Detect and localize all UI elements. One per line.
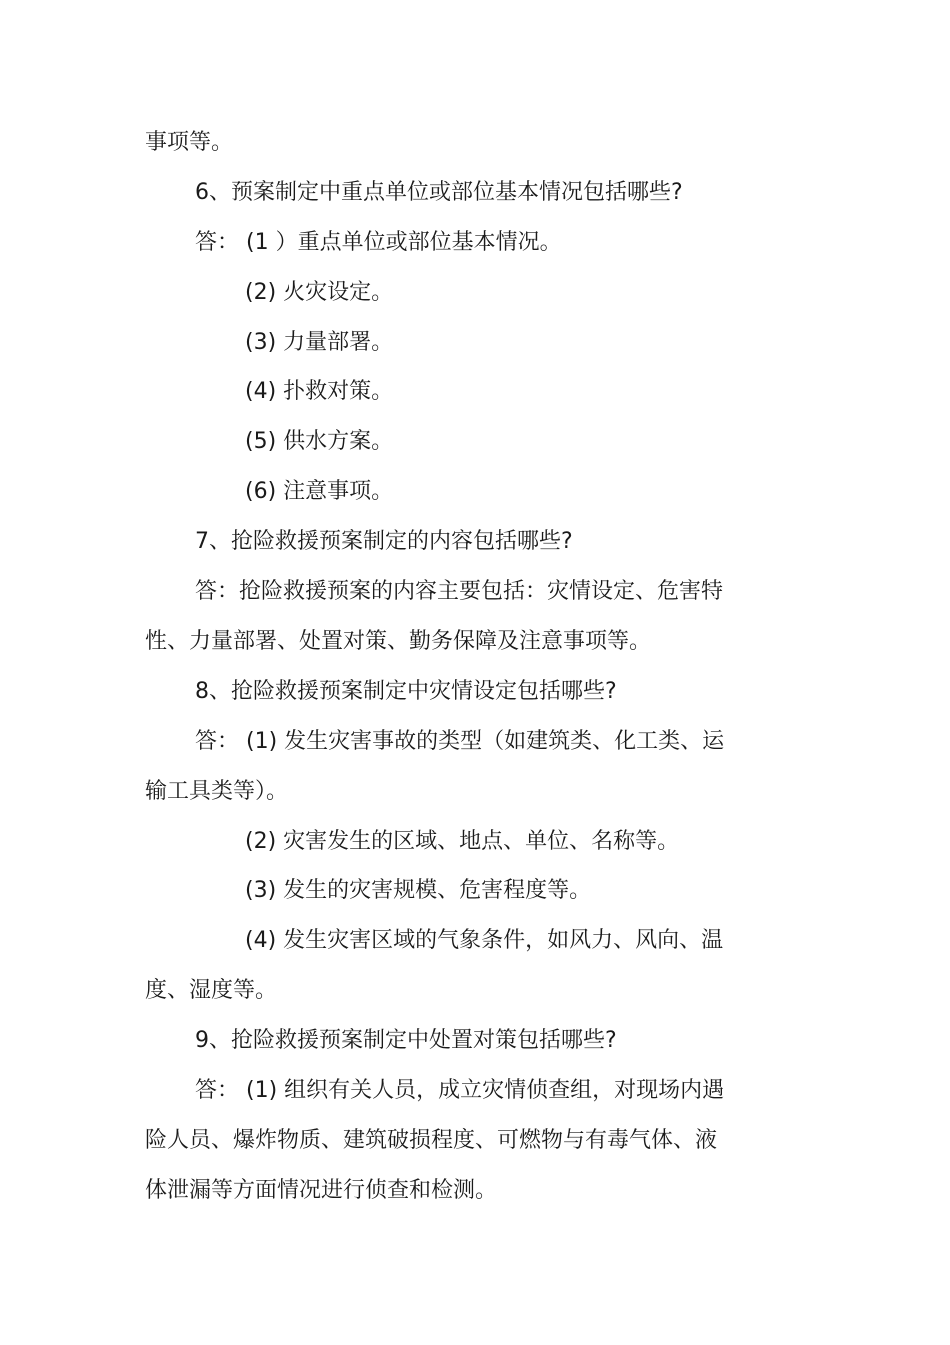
text-line: 度、湿度等。 [145, 978, 278, 1003]
answer-item: (5) 供水方案。 [245, 429, 394, 454]
answer-line: 答： (1 ）重点单位或部位基本情况。 [195, 230, 562, 255]
question-7: 7、抢险救援预案制定的内容包括哪些? [195, 529, 573, 554]
answer-item: (3) 力量部署。 [245, 330, 394, 355]
answer-item: (6) 注意事项。 [245, 479, 394, 504]
answer-line: 答：抢险救援预案的内容主要包括：灾情设定、危害特 [195, 579, 724, 604]
answer-item: (2) 灾害发生的区域、地点、单位、名称等。 [245, 829, 680, 854]
question-9: 9、抢险救援预案制定中处置对策包括哪些? [195, 1028, 617, 1053]
text-line: 输工具类等）。 [145, 779, 289, 804]
answer-line: 答： (1) 发生灾害事故的类型（如建筑类、化工类、运 [195, 729, 725, 754]
text-line: 险人员、爆炸物质、建筑破损程度、可燃物与有毒气体、液 [145, 1128, 718, 1153]
question-6: 6、预案制定中重点单位或部位基本情况包括哪些? [195, 180, 683, 205]
text-line: 体泄漏等方面情况进行侦查和检测。 [145, 1178, 498, 1203]
text-line: 性、力量部署、处置对策、勤务保障及注意事项等。 [145, 629, 652, 654]
answer-item: (4) 扑救对策。 [245, 379, 394, 404]
answer-item: (4) 发生灾害区域的气象条件，如风力、风向、温 [245, 928, 724, 953]
answer-item: (3) 发生的灾害规模、危害程度等。 [245, 878, 592, 903]
answer-item: (2) 火灾设定。 [245, 280, 394, 305]
question-8: 8、抢险救援预案制定中灾情设定包括哪些? [195, 679, 617, 704]
answer-line: 答： (1) 组织有关人员，成立灾情侦查组，对现场内遇 [195, 1078, 725, 1103]
text-line: 事项等。 [145, 130, 234, 155]
